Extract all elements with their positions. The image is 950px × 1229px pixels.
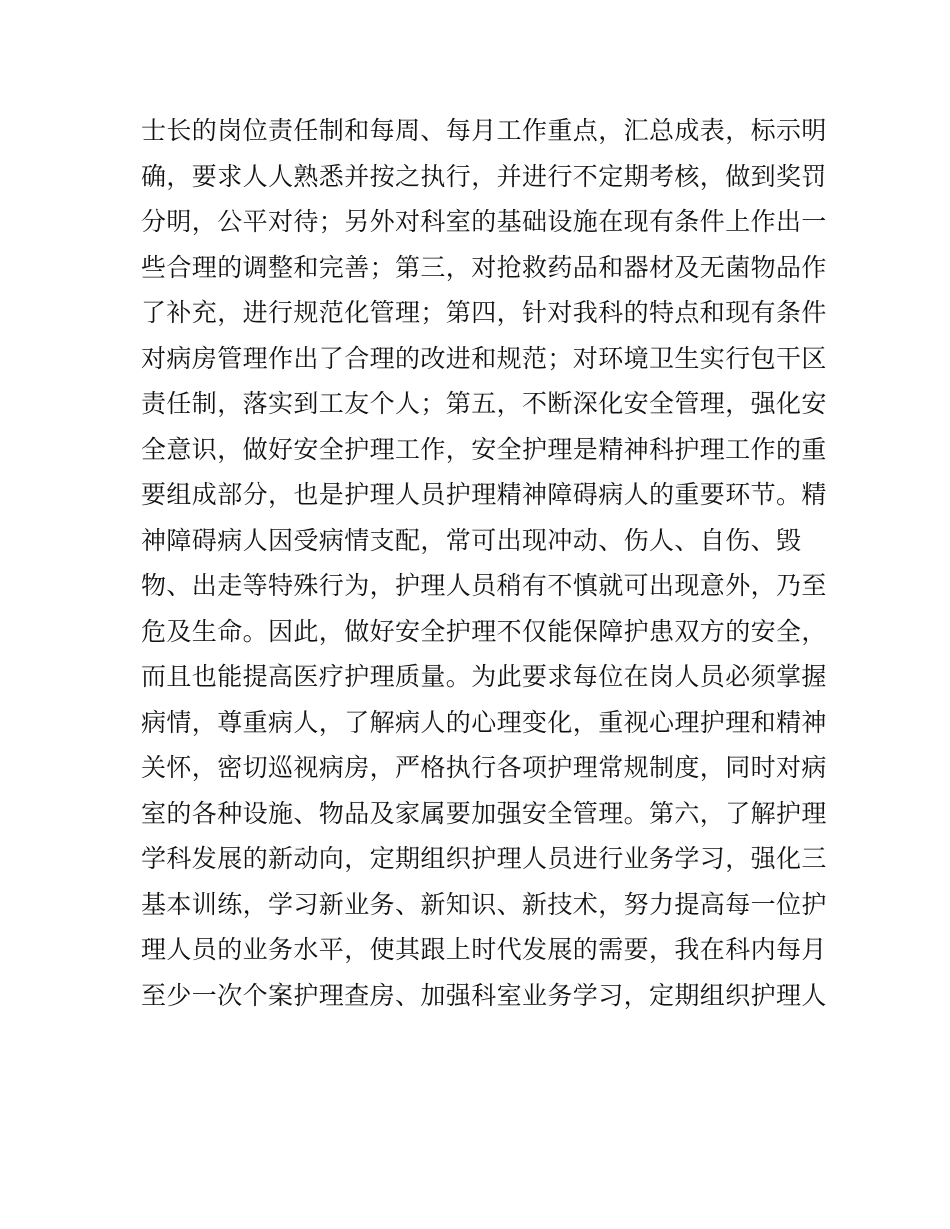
text-line: 关怀，密切巡视病房，严格执行各项护理常规制度，同时对病 xyxy=(141,753,827,782)
text-line: 责任制，落实到工友个人；第五，不断深化安全管理，强化安 xyxy=(141,389,827,418)
text-line: 危及生命。因此，做好安全护理不仅能保障护患双方的安全， xyxy=(141,616,827,646)
text-line: 理人员的业务水平，使其跟上时代发展的需要，我在科内每月 xyxy=(141,935,827,964)
text-line: 室的各种设施、物品及家属要加强安全管理。第六，了解护理 xyxy=(141,798,827,828)
text-line: 士长的岗位责任制和每周、每月工作重点，汇总成表，标示明 xyxy=(141,116,827,145)
text-line: 物、出走等特殊行为，护理人员稍有不慎就可出现意外，乃至 xyxy=(141,571,827,600)
text-line: 些合理的调整和完善；第三，对抢救药品和器材及无菌物品作 xyxy=(141,252,827,282)
text-line: 全意识，做好安全护理工作，安全护理是精神科护理工作的重 xyxy=(141,434,827,464)
text-line: 要组成部分，也是护理人员护理精神障碍病人的重要环节。精 xyxy=(141,480,827,509)
text-line: 确，要求人人熟悉并按之执行，并进行不定期考核，做到奖罚 xyxy=(141,161,827,191)
text-line: 对病房管理作出了合理的改进和规范；对环境卫生实行包干区 xyxy=(141,343,827,373)
text-line: 分明，公平对待；另外对科室的基础设施在现有条件上作出一 xyxy=(141,207,827,236)
text-line: 神障碍病人因受病情支配，常可出现冲动、伤人、自伤、毁 xyxy=(141,525,802,555)
text-line: 至少一次个案护理查房、加强科室业务学习，定期组织护理人 xyxy=(141,980,827,1010)
text-line: 基本训练，学习新业务、新知识、新技术，努力提高每一位护 xyxy=(141,889,827,919)
text-line: 了补充，进行规范化管理；第四，针对我科的特点和现有条件 xyxy=(141,298,827,327)
body-text xyxy=(141,108,827,1018)
text-line: 病情，尊重病人，了解病人的心理变化，重视心理护理和精神 xyxy=(141,707,827,737)
text-line: 学科发展的新动向，定期组织护理人员进行业务学习，强化三 xyxy=(141,844,827,873)
text-line: 而且也能提高医疗护理质量。为此要求每位在岗人员必须掌握 xyxy=(141,662,827,691)
